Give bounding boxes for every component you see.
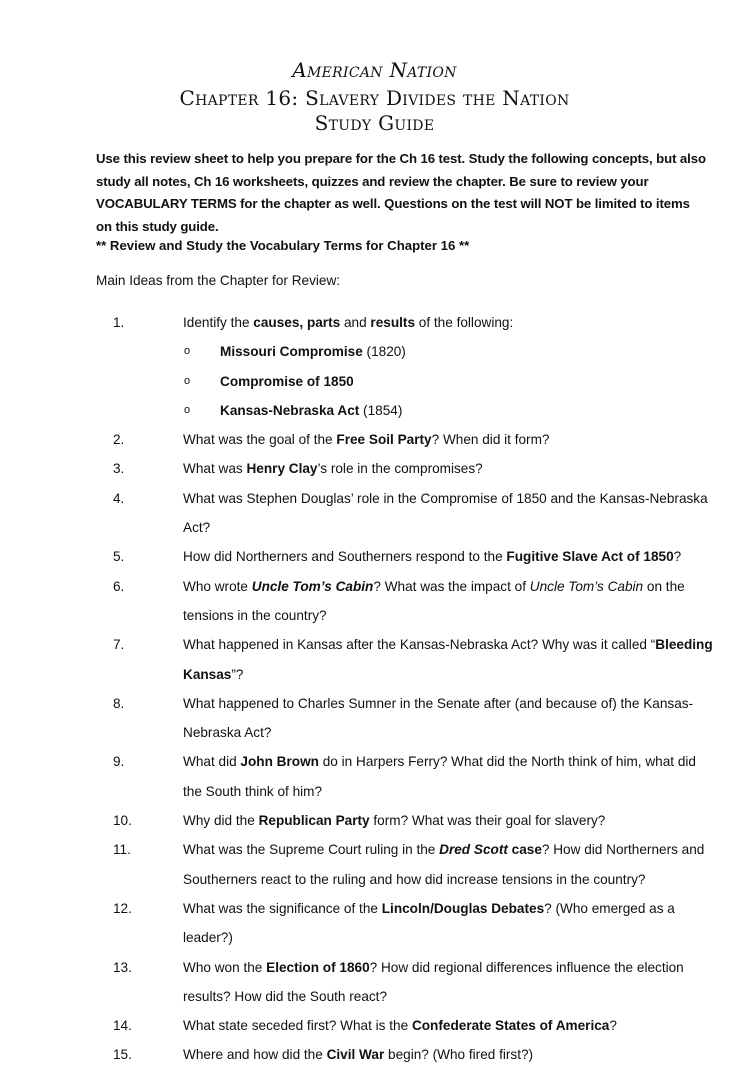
- question-item: [0, 484, 713, 543]
- text-segment: causes, parts: [253, 315, 341, 330]
- text-segment: case: [507, 842, 542, 858]
- text-segment: ? How did regional differences influence the election results? How did the South react?: [183, 959, 684, 1004]
- question-item: [0, 894, 713, 953]
- text-segment: Where and how did the: [183, 1047, 327, 1063]
- question-number: 10.: [113, 813, 132, 829]
- text-segment: Identify the: [183, 315, 254, 330]
- text-segment: What was the Supreme Court ruling in the: [183, 842, 440, 858]
- text-segment: ? What was the impact of: [373, 578, 530, 594]
- question-item: [0, 1040, 713, 1069]
- text-segment: Uncle Tom’s Cabin: [251, 578, 374, 594]
- text-segment: of the following:: [415, 315, 514, 330]
- text-segment: ? (Who emerged as a leader?): [183, 900, 675, 946]
- question-item: [0, 542, 713, 571]
- text-segment: Uncle Tom’s Cabin: [529, 578, 644, 594]
- question-list: [0, 308, 749, 1070]
- text-segment: [439, 842, 508, 857]
- question-number: 15.: [113, 1047, 132, 1063]
- text-segment: Who won the: [183, 959, 267, 975]
- text-segment: do in Harpers Ferry? What did the North think of him, what did the South think of him?: [183, 754, 696, 799]
- question-number: 3.: [113, 461, 125, 477]
- question-number: 1.: [113, 315, 125, 330]
- text-segment: begin? (Who fired first?): [384, 1047, 534, 1063]
- text-segment: Compromise of 1850: [220, 373, 354, 389]
- text-segment: Who wrote: [183, 578, 252, 594]
- question-item: [0, 747, 713, 806]
- text-segment: Kansas-Nebraska Act: [220, 402, 360, 418]
- text-segment: Bleeding Kansas: [183, 637, 713, 682]
- sub-item: [0, 396, 749, 425]
- question-number: 13.: [113, 959, 132, 975]
- text-segment: Lincoln/Douglas Debates: [381, 900, 545, 916]
- text-segment: Free Soil Party: [336, 432, 432, 448]
- text-segment: ? How did Northerners and Southerners react to the ruling and how did increase tensions in the country?: [183, 842, 705, 887]
- vocabulary-note: ** Review and Study the Vocabulary Terms for Chapter 16 **: [96, 238, 470, 253]
- question-item: [0, 806, 713, 835]
- intro-paragraph: Use this review sheet to help you prepare for the Ch 16 test. Study the following concepts, but also study all notes, Ch 16 worksheets, quizzes and review the chapter. Be sure to review your VOCABULARY TERMS for the chapter as well. Questions on the test will NOT be limited to items on this study guide.: [96, 151, 706, 234]
- text-segment: What was the significance of the: [183, 900, 382, 916]
- text-segment: form? What was their goal for slavery?: [369, 813, 606, 829]
- question-item: [0, 1011, 713, 1040]
- question-number: 9.: [113, 754, 125, 770]
- sub-item: [0, 367, 749, 396]
- question-item: [0, 454, 713, 483]
- text-segment: (1854): [359, 402, 403, 418]
- text-segment: [252, 579, 374, 594]
- sub-item: [0, 337, 749, 366]
- question-number: 4.: [113, 490, 125, 506]
- text-segment: Republican Party: [258, 813, 370, 829]
- text-segment: ’s role in the compromises?: [317, 461, 483, 477]
- text-segment: ?: [673, 549, 682, 565]
- text-segment: ?: [609, 1018, 617, 1034]
- text-segment: Confederate States of America: [411, 1018, 610, 1034]
- text-segment: (1820): [362, 344, 406, 360]
- text-segment: Why did the: [183, 813, 259, 829]
- text-segment: on the tensions in the country?: [183, 578, 685, 623]
- text-segment: John Brown: [240, 754, 319, 770]
- text-segment: Election of 1860: [266, 959, 370, 975]
- chapter-title: Chapter 16: Slavery Divides the Nation: [179, 86, 570, 110]
- question-item: [0, 572, 713, 631]
- circle-bullet-icon: o: [184, 345, 191, 358]
- text-segment: What state seceded first? What is the: [183, 1018, 412, 1034]
- text-segment: What happened in Kansas after the Kansas-Nebraska Act? Why was it called “: [183, 637, 656, 653]
- text-segment: Civil War: [326, 1047, 385, 1063]
- text-segment: What happened to Charles Sumner in the Senate after (and because of) the Kansas-Nebraska Act?: [183, 695, 694, 741]
- question-number: 11.: [113, 842, 131, 858]
- text-segment: What was: [183, 461, 247, 477]
- text-segment: Henry Clay: [246, 461, 318, 477]
- text-segment: What did: [183, 754, 241, 770]
- text-segment: What was Stephen Douglas’ role in the Compromise of 1850 and the Kansas-Nebraska Act?: [183, 490, 708, 536]
- text-segment: ? When did it form?: [431, 432, 550, 448]
- circle-bullet-icon: o: [184, 374, 191, 387]
- question-number: 7.: [113, 637, 125, 653]
- text-segment: Fugitive Slave Act of 1850: [506, 549, 674, 565]
- question-item: [0, 630, 713, 689]
- question-item: [0, 689, 713, 748]
- question-item: [0, 953, 713, 1012]
- question-item: [0, 425, 713, 454]
- circle-bullet-icon: o: [184, 403, 191, 416]
- document-title: American Nation: [292, 58, 457, 82]
- question-number: 12.: [113, 900, 132, 916]
- text-segment: and: [340, 315, 371, 330]
- question-number: 2.: [113, 432, 125, 448]
- text-segment: How did Northerners and Southerners respond to the: [183, 549, 507, 565]
- main-ideas-heading: Main Ideas from the Chapter for Review:: [96, 273, 341, 288]
- question-number: 6.: [113, 578, 125, 594]
- question-number: 14.: [113, 1018, 132, 1034]
- question-number: 5.: [113, 549, 125, 565]
- question-number: 8.: [113, 695, 125, 711]
- text-segment: Missouri Compromise: [220, 344, 363, 360]
- question-item: [0, 835, 713, 894]
- study-guide-title: Study Guide: [314, 111, 435, 135]
- text-segment: results: [370, 315, 415, 330]
- text-segment: What was the goal of the: [183, 432, 337, 448]
- question-item: [0, 308, 713, 337]
- text-segment: ”?: [231, 666, 244, 682]
- text-segment: Dred Scott: [439, 842, 508, 858]
